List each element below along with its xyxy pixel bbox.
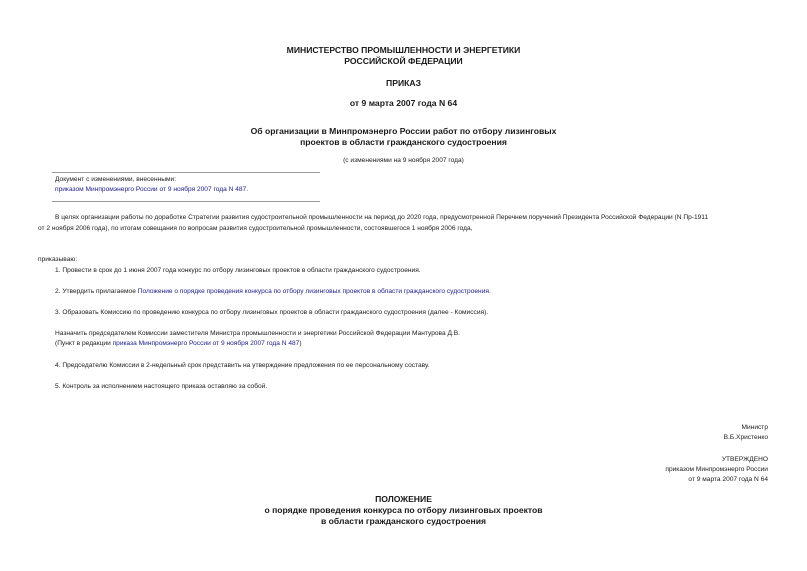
signature-position: Министр xyxy=(741,424,768,431)
approval-order: приказом Минпромэнерго России xyxy=(665,466,768,473)
preamble-line2: от 2 ноября 2006 года), по итогам совещания по вопросам развития судостроительной промышленности, состоявшегося 1 ноября 2006 года, xyxy=(38,225,473,232)
order-item-2 xyxy=(55,287,491,297)
order-item-3: 3. Образовать Комиссию по проведению конкурса по отбору лизинговых проектов в области гражданского судостроения (далее - Комиссия). xyxy=(55,309,489,316)
divider-top xyxy=(52,172,320,173)
chair-note-suffix: ) xyxy=(299,340,302,347)
chair-note xyxy=(55,339,302,349)
order-item-2-prefix: 2. Утвердить прилагаемое xyxy=(55,288,138,295)
regulation-title-line2: о порядке проведения конкурса по отбору лизинговых проектов xyxy=(264,505,543,515)
document-title-line2: проектов в области гражданского судостроения xyxy=(300,137,507,147)
ministry-name-line2: РОССИЙСКОЙ ФЕДЕРАЦИИ xyxy=(344,56,463,66)
ministry-name-line1: МИНИСТЕРСТВО ПРОМЫШЛЕННОСТИ И ЭНЕРГЕТИКИ xyxy=(286,45,521,55)
regulation-link[interactable]: Положение о порядке проведения конкурса по отбору лизинговых проектов в области гражданского судостроения xyxy=(137,288,489,295)
document-title-line1: Об организации в Минпромэнерго России работ по отбору лизинговых xyxy=(250,126,557,136)
changes-label: Документ с изменениями, внесенными: xyxy=(55,176,177,183)
signature-name: В.Б.Христенко xyxy=(723,434,768,441)
approval-stamp: УТВЕРЖДЕНО xyxy=(721,456,768,463)
regulation-title: ПОЛОЖЕНИЕ xyxy=(375,494,432,504)
approval-date: от 9 марта 2007 года N 64 xyxy=(688,476,768,483)
order-item-5: 5. Контроль за исполнением настоящего приказа оставляю за собой. xyxy=(55,383,268,390)
chair-appointment: Назначить председателем Комиссии заместителя Министра промышленности и энергетики Российской Федерации Мантурова Д.В. xyxy=(55,330,460,337)
order-item-1: 1. Провести в срок до 1 июня 2007 года конкурс по отбору лизинговых проектов в области гражданского судостроения. xyxy=(55,267,421,274)
divider-bottom xyxy=(52,201,320,202)
document-date: от 9 марта 2007 года N 64 xyxy=(349,98,458,108)
preamble-line1: В целях организации работы по доработке Стратегии развития судостроительной промышленности на период до 2020 года, предусмотренной Перечнем поручений Президента Российской Федерации (N Пр-1911 xyxy=(55,214,709,221)
chair-note-prefix: (Пункт в редакции xyxy=(55,340,113,347)
order-item-4: 4. Председателю Комиссии в 2-недельный срок представить на утверждение предложения по ее персональному составу. xyxy=(55,362,430,369)
amendment-link[interactable]: приказа Минпромэнерго России от 9 ноября 2007 года N 487 xyxy=(112,340,300,347)
regulation-title-line3: в области гражданского судостроения xyxy=(320,516,487,526)
document-type: ПРИКАЗ xyxy=(386,78,421,88)
order-item-2-suffix: . xyxy=(488,288,491,295)
changes-link[interactable]: приказом Минпромэнерго России от 9 ноября 2007 года N 487. xyxy=(55,186,249,193)
order-word: приказываю: xyxy=(38,256,78,263)
revision-note: (с изменениями на 9 ноября 2007 года) xyxy=(343,157,464,164)
